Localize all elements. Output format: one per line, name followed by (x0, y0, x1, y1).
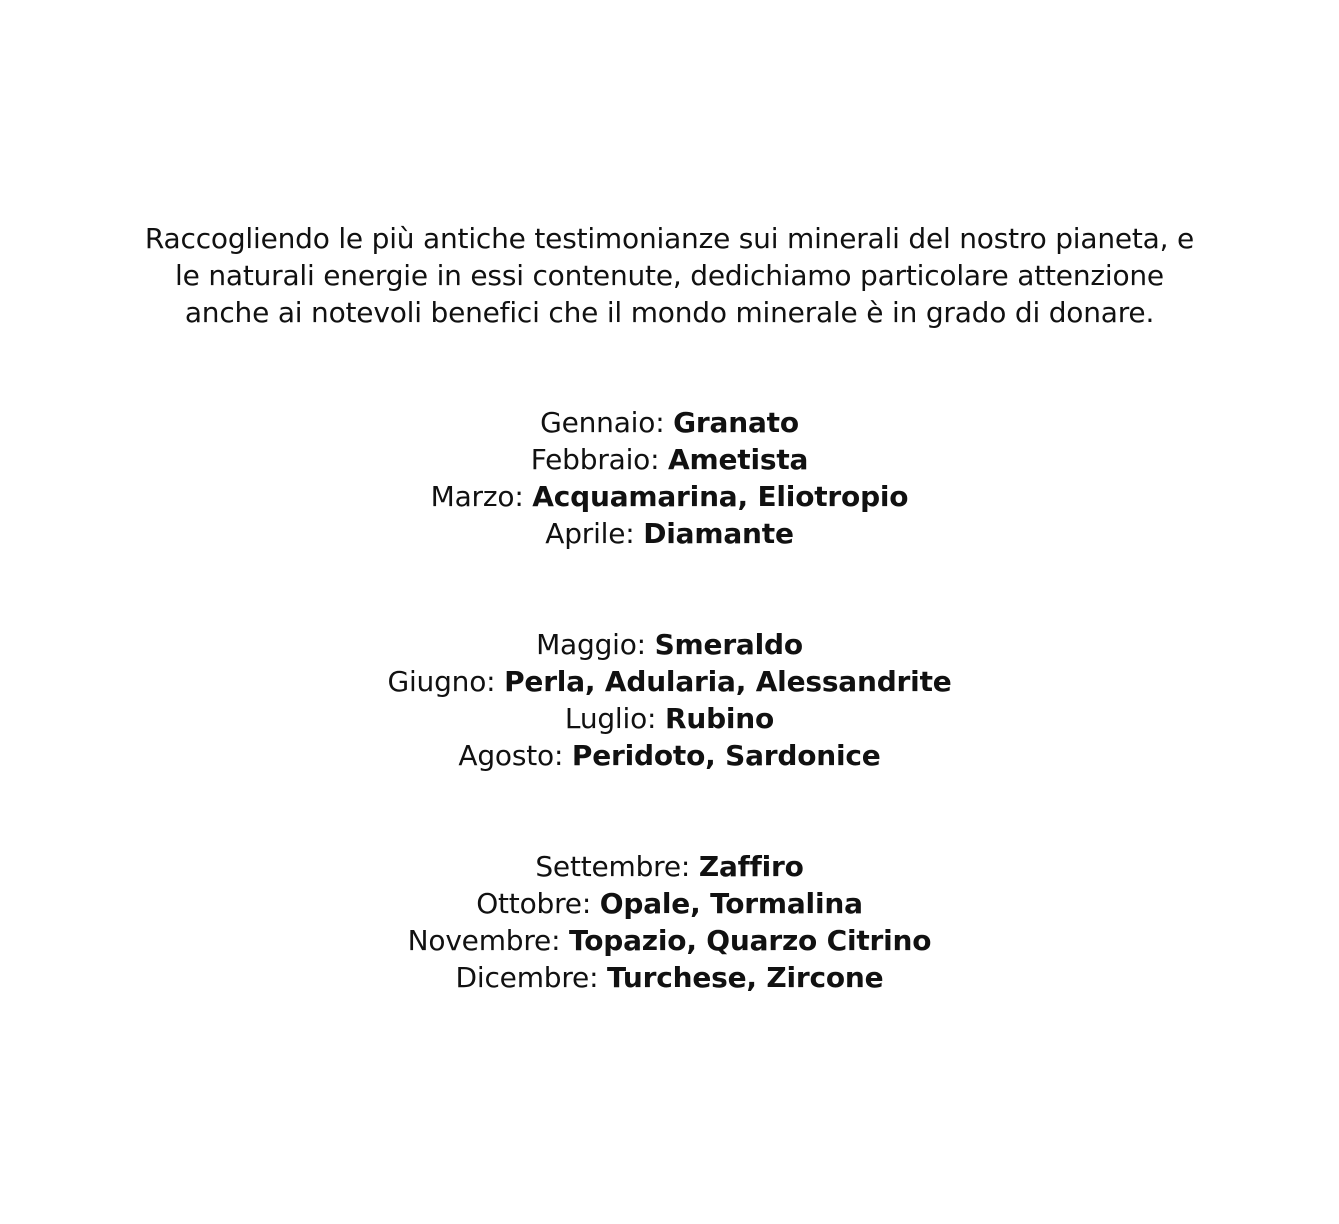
stone-names: Acquamarina, Eliotropio (532, 480, 909, 513)
birthstone-row (60, 959, 1279, 996)
birthstone-row (60, 478, 1279, 515)
month-label: Ottobre (476, 887, 582, 920)
intro-line: le naturali energie in essi contenute, dedichiamo particolare attenzione (175, 259, 1164, 292)
birthstone-group-3 (60, 848, 1279, 996)
separator: : (636, 628, 655, 661)
birthstone-row (60, 737, 1279, 774)
birthstone-row (60, 663, 1279, 700)
birthstone-row (60, 515, 1279, 552)
intro-line: anche ai notevoli benefici che il mondo minerale è in grado di donare. (184, 296, 1155, 329)
month-label: Luglio (564, 702, 648, 735)
separator: : (514, 480, 533, 513)
separator: : (650, 443, 669, 476)
birthstone-group-2 (60, 626, 1279, 774)
stone-names: Ametista (668, 443, 809, 476)
stone-names: Rubino (664, 702, 775, 735)
birthstone-row (60, 848, 1279, 885)
month-label: Aprile (545, 517, 626, 550)
stone-names: Opale, Tormalina (599, 887, 863, 920)
separator: : (647, 702, 665, 735)
month-label: Marzo (430, 480, 515, 513)
separator: : (553, 739, 572, 772)
month-label: Maggio (536, 628, 637, 661)
month-label: Agosto (458, 739, 554, 772)
stone-names: Perla, Adularia, Alessandrite (504, 665, 952, 698)
month-label: Febbraio (530, 443, 651, 476)
separator: : (551, 924, 570, 957)
month-label: Dicembre (455, 961, 590, 994)
birthstone-row (60, 885, 1279, 922)
month-label: Settembre (535, 850, 681, 883)
month-label: Novembre (407, 924, 552, 957)
intro-paragraph (60, 220, 1279, 331)
stone-names: Granato (673, 406, 799, 439)
stone-names: Peridoto, Sardonice (571, 739, 881, 772)
birthstone-row (60, 700, 1279, 737)
stone-names: Turchese, Zircone (607, 961, 884, 994)
intro-line: Raccogliendo le più antiche testimonianze sui minerali del nostro pianeta, e (144, 222, 1195, 255)
birthstone-row (60, 404, 1279, 441)
stone-names: Diamante (643, 517, 794, 550)
stone-names: Topazio, Quarzo Citrino (569, 924, 932, 957)
separator: : (581, 887, 600, 920)
birthstone-group-1 (60, 404, 1279, 552)
birthstone-row (60, 922, 1279, 959)
separator: : (589, 961, 608, 994)
separator: : (486, 665, 505, 698)
month-label: Giugno (387, 665, 487, 698)
stone-names: Zaffiro (698, 850, 804, 883)
separator: : (680, 850, 699, 883)
separator: : (625, 517, 644, 550)
birthstone-row (60, 626, 1279, 663)
separator: : (655, 406, 674, 439)
month-label: Gennaio (540, 406, 656, 439)
birthstone-row (60, 441, 1279, 478)
stone-names: Smeraldo (654, 628, 803, 661)
